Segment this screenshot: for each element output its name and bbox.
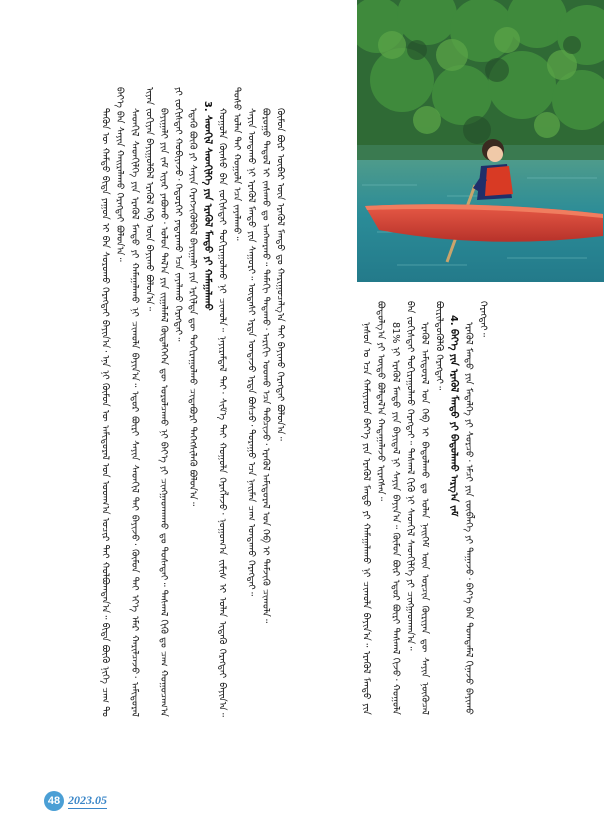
- section-heading-3: 3. ᠰᠡᠳᠬᠢᠯ ᠰᠡᠳᠬᠢᠯᠭᠡ ᠶᠢᠨ ᠡᠷᠡᠭᠦᠯ ᠮᠡᠨᠳᠦ ᠶᠢ ᠬᠠᠮᠠᠭᠠᠯᠠᠬᠤ: [201, 100, 213, 311]
- paragraph: ᠰᠠᠶᠢᠨ ᠤᠨᠲᠠᠬᠤ ᠨᠢ ᠡᠷᠡᠭᠦᠯ ᠮᠡᠨᠳᠦ ᠶᠢᠨ ᠰᠠᠭᠤᠷᠢ᠃ ᠦᠳᠡᠰᠢ ᠡᠷᠳᠡ ᠤᠨᠲᠠᠵᠤ ᠡᠷᠲᠡ ᠪᠣᠰᠴᠤ᠂ ᠳᠤᠷᠠᠭᠤ ᠡᠴᠡ ᠨᠠᠢᠮᠠᠨ ᠴᠠᠭ ᠤᠨᠲᠠᠬᠤ ᠬᠡᠷᠡᠭᠲᠡᠢ᠃: [245, 108, 257, 597]
- paragraph: ᠰᠡᠳᠬᠢᠯ ᠰᠡᠳᠬᠢᠯᠭᠡ ᠶᠢᠨ ᠡᠷᠡᠭᠦᠯ ᠮᠡᠨᠳᠦ ᠶᠢ ᠬᠠᠮᠠᠭᠠᠯᠠᠬᠤ ᠨᠢ ᠴᠢᠬᠤᠯᠠ ᠪᠠᠶᠢᠨ᠎ᠠ᠃ ᠡᠳᠦᠷ ᠪᠦᠷᠢ ᠰᠠᠶᠢᠨ ᠰᠡᠳᠬᠢᠯ ᠲᠡᠢ ᠪᠠᠶᠢᠵᠤ᠂ ᠬᠦᠮᠦᠨ ᠲᠡᠢ ᠡᠶ᠎ᠡ ᠡᠮᠡᠷ ᠬᠠᠷᠢᠯᠴᠠᠵᠤ᠂ ᠠᠮᠢᠳᠤᠷᠠᠯ ᠢᠶᠠᠨ ᠵᠣᠬᠢᠶᠠᠨ ᠪᠠᠶᠢᠭᠤᠯᠪᠠᠯ ᠡᠷᠡᠭᠦᠯ ᠬᠡᠪ ᠦᠨ ᠪᠠᠶᠢᠬᠤ ᠪᠣᠯᠤᠨ᠎ᠠ᠃: [128, 87, 155, 717]
- issue-label: 2023.05: [68, 793, 107, 807]
- article-text-block-2: [358, 301, 584, 715]
- paragraph: ᠨᠠᠰᠤᠨ ᠤ ᠡᠴᠡ ᠬᠠᠮᠢᠶᠠᠷᠤᠨ ᠪᠡᠶ᠎ᠡ ᠶᠢᠨ ᠡᠷᠡᠭᠦᠯ ᠮᠡᠨᠳᠦ ᠶᠢ ᠬᠠᠮᠠᠭᠠᠯᠠᠬᠤ ᠨᠢ ᠴᠢᠬᠤᠯᠠ ᠪᠠᠶᠢᠨ᠎ᠠ᠃ ᠡᠷᠡᠭᠦᠯ ᠮᠡᠨᠳᠦ ᠶᠢᠨ ᠪᠣᠳᠣᠯᠭ᠎ᠠ ᠶᠢ ᠥᠳᠦ ᠪᠣᠯᠲᠠᠯ᠎ᠠ ᠬᠠᠳᠠᠭᠠᠯᠠᠵᠤ ᠢᠷᠡᠭᠰᠡᠨ᠃: [360, 301, 387, 715]
- paragraph: ᠲᠡᠭᠦᠨ ᠦ ᠬᠠᠮᠲᠤ ᠪᠢᠳᠡ ᠶᠠᠭᠤᠨ ᠢ ᠪᠡᠨ ᠰᠤᠷᠤᠬᠤ ᠬᠡᠷᠡᠭᠲᠡᠢ ᠪᠠᠶᠢᠨ᠎ᠠ᠂ ᠡᠨᠡ ᠨᠢ ᠬᠦᠮᠦᠨ ᠦ ᠠᠮᠢᠳᠤᠷᠠᠯ ᠤᠨ ᠤᠳᠬ᠎ᠠ ᠤᠴᠢᠷ ᠲᠠᠢ ᠬᠣᠯᠪᠣᠭᠳᠠᠨ᠎ᠠ᠃ ᠪᠢᠳᠡ ᠪᠦᠬᠦ ᠨᠢᠭᠡ ᠴᠠᠭ ᠲᠤ ᠪᠡᠶ᠎ᠡ ᠪᠡᠨ ᠰᠠᠶᠢᠨ ᠬᠠᠢᠷᠠᠯᠠᠬᠤ ᠬᠡᠷᠡᠭᠲᠡᠢ ᠪᠣᠯᠤᠨ᠎ᠠ᠃: [99, 87, 126, 717]
- section-heading-4: 4. ᠪᠡᠶ᠎ᠡ ᠶᠢᠨ ᠡᠷᠡᠭᠦᠯ ᠮᠡᠨᠳᠦ ᠶᠢ ᠪᠠᠲᠤᠯᠠᠬᠤ ᠠᠷᠭ᠎ᠠ ᠵᠠᠮ: [448, 314, 460, 517]
- canoe-lake-photo: [357, 0, 604, 282]
- paragraph: ᠡᠷᠡᠭᠦᠯ ᠮᠡᠨᠳᠦ ᠶᠢᠨ ᠮᠡᠳᠡᠯᠭᠡ ᠶᠢ ᠰᠤᠷᠴᠤ᠂ ᠡᠮᠴᠢ ᠶᠢᠨ ᠵᠦᠪᠯᠡᠭᠡ ᠶᠢ ᠳᠠᠭᠠᠵᠤ᠂ ᠪᠡᠶ᠎ᠡ ᠪᠡᠨ ᠲᠣᠭᠲᠠᠮᠠᠯ ᠬᠢᠨᠠᠵᠤ ᠪᠠᠶᠢᠬᠤ ᠬᠡᠷᠡᠭᠲᠡᠢ᠃: [462, 301, 489, 715]
- page-number: 48: [44, 791, 64, 811]
- page-footer: [44, 790, 107, 812]
- paragraph: ᠡᠷᠡᠭᠦᠯ ᠠᠮᠢᠳᠤᠷᠠᠯ ᠤᠨ ᠬᠡᠪ ᠢ ᠪᠠᠲᠤᠯᠠᠬᠤ ᠳᠤ ᠣᠯᠠᠨ ᠨᠡᠢᠭᠡᠮ ᠦᠨ ᠣᠷᠴᠢᠨ ᠬᠦᠷᠢᠶᠡᠨ ᠳᠦ ᠰᠠᠶᠢᠨ ᠨᠥᠬᠦᠴᠡᠯ ᠪᠦᠷᠢᠯᠳᠦᠭᠦᠯᠬᠦ ᠬᠡᠷᠡᠭᠲᠡᠢ᠃: [418, 301, 445, 715]
- article-text-block-1: [97, 87, 339, 717]
- paragraph: 81% ᠨᠢ ᠡᠷᠡᠭᠦᠯ ᠮᠡᠨᠳᠦ ᠶᠢᠨ ᠪᠠᠶᠢᠳᠠᠯ ᠨᠢ ᠰᠠᠶᠢᠨ ᠪᠠᠶᠢᠨ᠎ᠠ᠃ ᠬᠦᠮᠦᠨ ᠪᠦᠷ ᠡᠳᠦᠷ ᠪᠦᠷᠢ ᠳᠠᠰᠬᠠᠯ ᠬᠢᠵᠦ᠂ ᠬᠣᠭᠣᠯᠠ ᠪᠡᠨ ᠵᠣᠬᠢᠰᠲᠠᠢ ᠲᠣᠬᠢᠷᠠᠭᠤᠯᠬᠤ ᠬᠡᠷᠡᠭᠲᠡᠢ᠃ ᠳᠠᠰᠬᠠᠯ ᠬᠢᠬᠦ ᠨᠢ ᠰᠡᠳᠬᠢᠯ ᠰᠡᠳᠬᠢᠯᠭᠡ ᠶᠢ ᠴᠢᠩᠭᠠᠳᠬᠠᠨ᠎ᠠ᠃: [389, 301, 416, 715]
- paragraph: ᠬᠣᠭᠣᠯᠠ ᠬᠦᠨᠰᠦ ᠪᠡᠨ ᠵᠣᠬᠢᠰᠲᠠᠢ ᠲᠣᠬᠢᠷᠠᠭᠤᠯᠬᠤ ᠨᠢ ᠴᠢᠬᠤᠯᠠ᠃ ᠨᠠᠶᠢᠷᠠᠮᠳᠠᠯ ᠲᠡᠢ᠂ ᠰᠢᠮ᠎ᠡ ᠲᠡᠢ ᠬᠣᠭᠣᠯᠠ ᠬᠡᠷᠡᠭᠯᠡᠵᠦ᠂ ᠨᠣᠭᠣᠭ᠎ᠠ ᠵᠢᠮᠢᠰ ᠢ ᠣᠯᠠᠨ ᠢᠳᠡᠬᠦ ᠬᠡᠷᠡᠭᠲᠡᠢ ᠪᠠᠶᠢᠨ᠎ᠠ᠃ ᠲᠣᠰᠣ ᠣᠯᠠᠨ ᠲᠠᠢ ᠬᠣᠭᠣᠯᠠ ᠡᠴᠡ ᠵᠠᠶᠠᠯᠠᠬᠤ᠃: [216, 87, 242, 717]
- paragraph: ᠪᠤᠷᠤᠭᠤ ᠳᠠᠳᠤᠯ ᠢ ᠵᠠᠰᠠᠬᠤ ᠳᠤ ᠠᠩᠬᠠᠷᠬᠤ᠃ ᠲᠠᠮᠠᠬᠢ ᠲᠠᠲᠠᠬᠤ᠂ ᠠᠷᠢᠬᠢ ᠤᠤᠬᠤ ᠡᠴᠡ ᠲᠡᠪᠴᠢᠵᠦ᠂ ᠡᠷᠡᠭᠦᠯ ᠠᠮᠢᠳᠤᠷᠠᠯ ᠤᠨ ᠬᠡᠪ ᠢ ᠳᠡᠮᠵᠢᠬᠦ ᠴᠢᠬᠤᠯᠠ᠃: [260, 108, 272, 624]
- paragraph: ᠪᠠᠶᠢᠭᠠᠯᠢ ᠶᠢᠨ ᠵᠠᠮ ᠢᠶᠠᠷ ᠶᠠᠪᠤᠬᠤ᠂ ᠤᠯᠤᠨ ᠲᠠᠯ᠎ᠠ ᠶᠢᠨ ᠵᠢᠭᠠᠯᠠᠮᠠᠯ ᠬᠥᠳᠡᠯᠭᠡᠭᠡᠨ ᠳᠦ ᠣᠷᠤᠯᠴᠠᠬᠤ ᠨᠢ ᠪᠡᠶ᠎ᠡ ᠶᠢ ᠴᠢᠩᠭᠠᠳᠬᠠᠬᠤ ᠳᠤ ᠲᠤᠰᠠᠲᠠᠢ᠃ ᠳᠠᠰᠬᠠᠯ ᠬᠢᠬᠦ ᠳᠤ ᠴᠠᠭ ᠬᠤᠭᠤᠴᠠᠭ᠎ᠠ ᠶᠢ ᠵᠣᠬᠢᠰᠲᠠᠢ ᠬᠤᠪᠢᠶᠠᠵᠤ᠂ ᠬᠡᠲᠦᠷᠬᠡᠢ ᠶᠠᠳᠠᠷᠠᠬᠤ ᠡᠴᠡ ᠵᠠᠶᠠᠯᠠᠬᠤ ᠬᠡᠷᠡᠭᠲᠡᠢ᠃: [157, 87, 184, 717]
- paragraph: ᠬᠦᠮᠦᠨ ᠪᠦᠷ ᠥᠪᠡᠷ ᠦᠨ ᠡᠷᠡᠭᠦᠯ ᠮᠡᠨᠳᠦ ᠳᠤ ᠬᠠᠷᠢᠭᠤᠴᠠᠯᠭ᠎ᠠ ᠲᠠᠢ ᠪᠠᠶᠢᠬᠤ ᠬᠡᠷᠡᠭᠲᠡᠢ ᠪᠣᠯᠤᠨ᠎ᠠ᠃: [274, 108, 286, 441]
- paragraph: ᠡᠳᠡᠬᠦ ᠪᠦᠬᠦ ᠶᠢ ᠰᠠᠶᠢᠨ ᠬᠡᠷᠡᠭᠵᠢᠭᠦᠯᠪᠡᠯ ᠪᠠᠶᠢᠭᠠᠯᠢ ᠶᠢᠨ ᠡᠷᠭᠢᠯᠲᠡ ᠳᠦ ᠲᠣᠬᠢᠷᠠᠭᠤᠯᠬᠤ ᠴᠢᠳᠠᠪᠤᠷᠢ ᠳᠡᠭᠡᠭᠰᠢᠯᠡᠬᠦ ᠪᠣᠯᠤᠨ᠎ᠠ᠃: [187, 108, 199, 507]
